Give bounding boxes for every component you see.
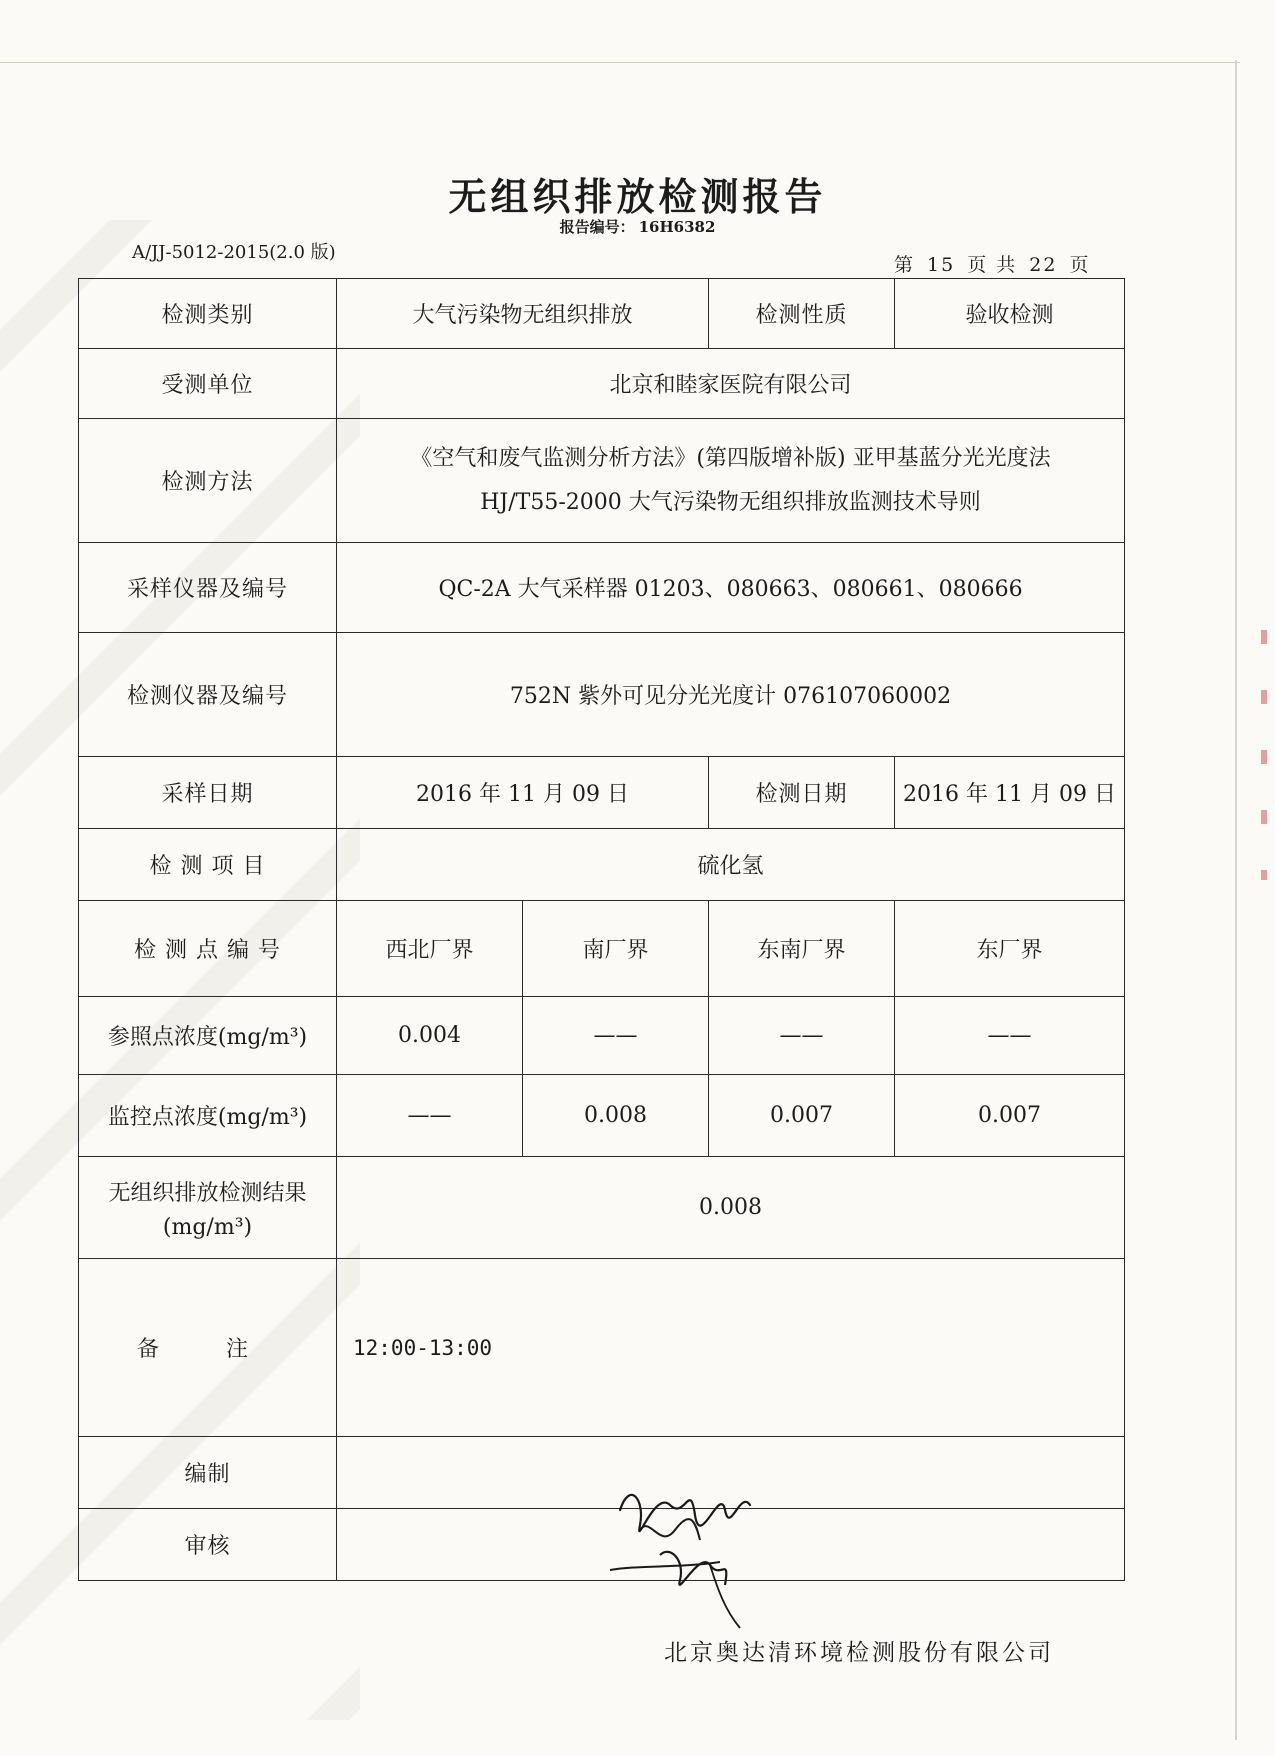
client-value: 北京和睦家医院有限公司 bbox=[337, 349, 1125, 419]
page-prefix: 第 bbox=[894, 254, 916, 276]
category-label: 检测类别 bbox=[79, 279, 337, 349]
instrument-label: 检测仪器及编号 bbox=[79, 633, 337, 757]
point-1: 西北厂界 bbox=[337, 901, 523, 997]
instrument-value: 752N 紫外可见分光光度计 076107060002 bbox=[337, 633, 1125, 757]
test-date-label: 检测日期 bbox=[709, 757, 895, 829]
remark-label: 备 注 bbox=[79, 1259, 337, 1437]
point-2: 南厂界 bbox=[523, 901, 709, 997]
reviewed-signature-cell bbox=[337, 1509, 1125, 1581]
method-line-1: 《空气和废气监测分析方法》(第四版增补版) 亚甲基蓝分光光度法 bbox=[410, 445, 1051, 471]
remark-value: 12:00-13:00 bbox=[337, 1259, 1125, 1437]
sampling-date-value: 2016 年 11 月 09 日 bbox=[337, 757, 709, 829]
nature-label: 检测性质 bbox=[709, 279, 895, 349]
row-category bbox=[79, 279, 1125, 349]
report-number-value: 16H6382 bbox=[638, 218, 716, 236]
category-value: 大气污染物无组织排放 bbox=[337, 279, 709, 349]
scan-right-edge bbox=[1235, 60, 1237, 1740]
reference-value-4: —— bbox=[895, 997, 1125, 1075]
page-indicator bbox=[888, 250, 1096, 277]
page-current: 15 bbox=[927, 254, 956, 276]
row-prepared bbox=[79, 1437, 1125, 1509]
issuing-company: 北京奥达清环境检测股份有限公司 bbox=[664, 1640, 1054, 1666]
page-suffix: 页 bbox=[1069, 254, 1091, 276]
row-monitor bbox=[79, 1075, 1125, 1157]
point-3: 东南厂界 bbox=[709, 901, 895, 997]
prepared-signature-cell bbox=[337, 1437, 1125, 1509]
row-item bbox=[79, 829, 1125, 901]
result-label-line2: (mg/m³) bbox=[162, 1214, 253, 1240]
test-date-value: 2016 年 11 月 09 日 bbox=[895, 757, 1125, 829]
result-value: 0.008 bbox=[337, 1157, 1125, 1259]
reviewed-label: 审核 bbox=[79, 1509, 337, 1581]
row-client bbox=[79, 349, 1125, 419]
page-total: 22 bbox=[1029, 254, 1058, 276]
method-line-2: HJ/T55-2000 大气污染物无组织排放监测技术导则 bbox=[480, 489, 981, 515]
sampler-label: 采样仪器及编号 bbox=[79, 543, 337, 633]
row-reviewed bbox=[79, 1509, 1125, 1581]
report-number-label: 报告编号： bbox=[559, 218, 635, 236]
method-value bbox=[337, 419, 1125, 543]
row-points bbox=[79, 901, 1125, 997]
monitor-value-1: —— bbox=[337, 1075, 523, 1157]
row-sampler bbox=[79, 543, 1125, 633]
sampler-value: QC-2A 大气采样器 01203、080663、080661、080666 bbox=[337, 543, 1125, 633]
row-instrument bbox=[79, 633, 1125, 757]
scan-top-edge bbox=[0, 62, 1240, 63]
monitor-value-3: 0.007 bbox=[709, 1075, 895, 1157]
reference-value-2: —— bbox=[523, 997, 709, 1075]
monitor-value-4: 0.007 bbox=[895, 1075, 1125, 1157]
prepared-label: 编制 bbox=[79, 1437, 337, 1509]
red-seal-marks bbox=[1261, 630, 1267, 880]
reference-label: 参照点浓度(mg/m³) bbox=[79, 997, 337, 1075]
nature-value: 验收检测 bbox=[895, 279, 1125, 349]
row-method bbox=[79, 419, 1125, 543]
point-4: 东厂界 bbox=[895, 901, 1125, 997]
result-label bbox=[79, 1157, 337, 1259]
result-label-line1: 无组织排放检测结果 bbox=[108, 1180, 307, 1206]
reference-value-3: —— bbox=[709, 997, 895, 1075]
form-code: A/JJ-5012-2015(2.0 版) bbox=[132, 242, 336, 263]
row-dates bbox=[79, 757, 1125, 829]
monitor-value-2: 0.008 bbox=[523, 1075, 709, 1157]
row-remark bbox=[79, 1259, 1125, 1437]
points-label: 检 测 点 编 号 bbox=[79, 901, 337, 997]
row-result bbox=[79, 1157, 1125, 1259]
reference-value-1: 0.004 bbox=[337, 997, 523, 1075]
report-number bbox=[0, 216, 1275, 237]
monitor-label: 监控点浓度(mg/m³) bbox=[79, 1075, 337, 1157]
row-reference bbox=[79, 997, 1125, 1075]
report-title: 无组织排放检测报告 bbox=[448, 174, 827, 219]
sampling-date-label: 采样日期 bbox=[79, 757, 337, 829]
client-label: 受测单位 bbox=[79, 349, 337, 419]
report-table bbox=[78, 278, 1125, 1581]
method-label: 检测方法 bbox=[79, 419, 337, 543]
page-mid: 页 共 bbox=[967, 254, 1018, 276]
item-label: 检 测 项 目 bbox=[79, 829, 337, 901]
item-value: 硫化氢 bbox=[337, 829, 1125, 901]
